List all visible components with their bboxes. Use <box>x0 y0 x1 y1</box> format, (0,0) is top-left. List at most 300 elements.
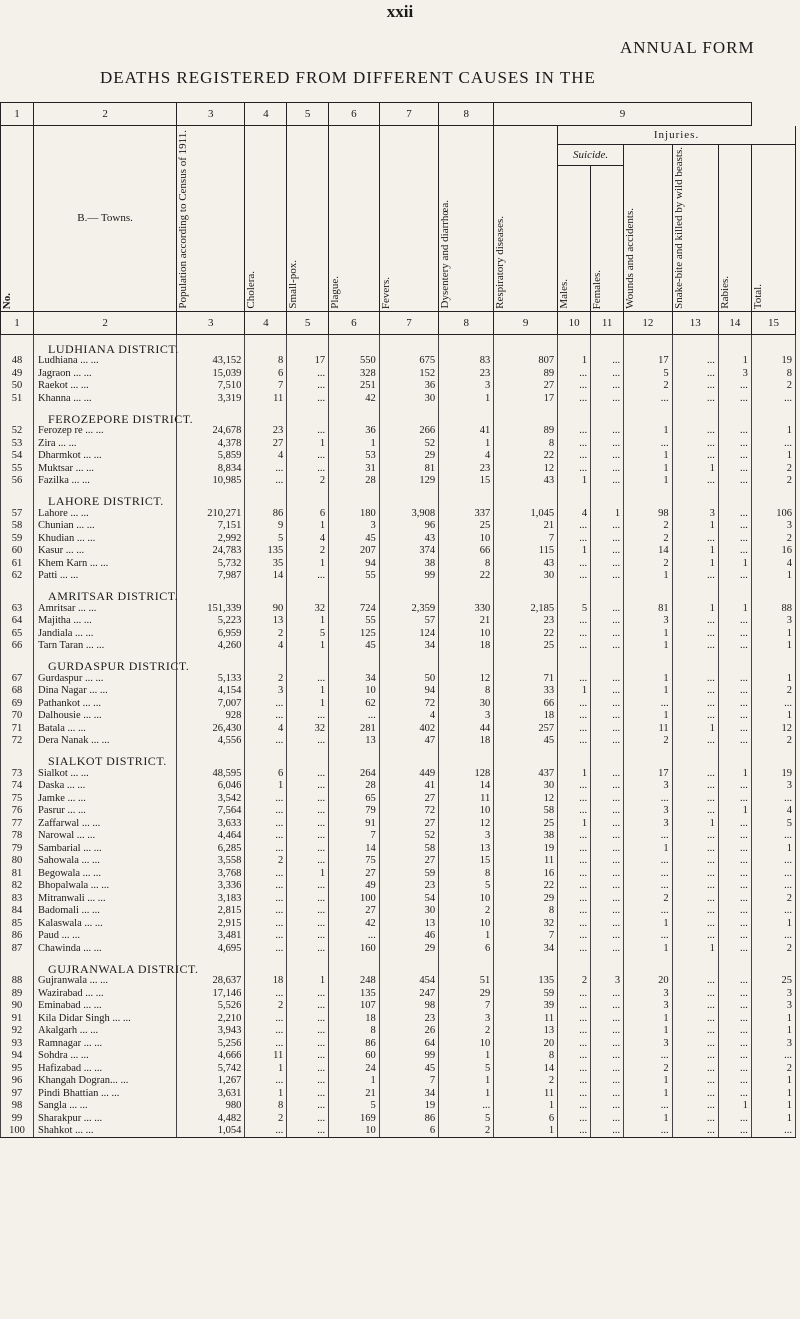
cell-value: ... <box>718 1075 751 1088</box>
town-name: Ferozep re ... ... <box>34 425 177 438</box>
cell-value: 5 <box>558 602 591 615</box>
cell-value: 8 <box>439 685 494 698</box>
cell-value: ... <box>718 1087 751 1100</box>
cell-value: 3 <box>672 507 718 520</box>
cell-value: 724 <box>329 602 380 615</box>
cell-value: 13 <box>494 1025 558 1038</box>
cell-value: ... <box>718 722 751 735</box>
town-name: Lahore ... ... <box>34 507 177 520</box>
cell-value: 86 <box>245 507 287 520</box>
district-spacer <box>379 747 438 767</box>
cell-value: ... <box>558 735 591 748</box>
cell-value: 13 <box>329 735 380 748</box>
cell-value: ... <box>591 1087 624 1100</box>
cell-value: ... <box>558 532 591 545</box>
cell-value: 1 <box>245 1062 287 1075</box>
cell-value: 1 <box>672 545 718 558</box>
district-spacer <box>751 405 795 425</box>
cell-value: ... <box>287 1087 329 1100</box>
town-name: Khem Karn ... ... <box>34 557 177 570</box>
cell-value: ... <box>591 942 624 955</box>
row-number: 71 <box>1 722 34 735</box>
district-spacer <box>439 582 494 602</box>
cell-value: 2 <box>245 855 287 868</box>
cell-value: 11 <box>494 1012 558 1025</box>
cell-value: 1,054 <box>177 1125 245 1138</box>
row-number: 77 <box>1 817 34 830</box>
district-spacer <box>672 334 718 355</box>
cell-value: ... <box>287 1037 329 1050</box>
cell-value: 26,430 <box>177 722 245 735</box>
cell-value: 11 <box>494 855 558 868</box>
district-spacer <box>379 652 438 672</box>
district-spacer <box>718 487 751 507</box>
town-row <box>1 780 796 793</box>
row-number: 80 <box>1 855 34 868</box>
cell-value: 1 <box>624 710 672 723</box>
town-row <box>1 640 796 653</box>
cell-value: 7,510 <box>177 380 245 393</box>
cell-value: 16 <box>494 867 558 880</box>
column-number: 11 <box>591 311 624 334</box>
cell-value: 19 <box>751 767 795 780</box>
cell-value: 2 <box>751 685 795 698</box>
cell-value: ... <box>672 905 718 918</box>
cell-value: ... <box>558 380 591 393</box>
town-row <box>1 627 796 640</box>
cell-value: ... <box>558 425 591 438</box>
top-column-number: 1 <box>1 103 34 126</box>
cell-value: 2 <box>624 892 672 905</box>
row-number: 75 <box>1 792 34 805</box>
cell-value: ... <box>245 830 287 843</box>
cell-value: ... <box>591 780 624 793</box>
cell-value: ... <box>245 1075 287 1088</box>
header-towns-label: B.— Towns. <box>77 212 133 225</box>
town-row <box>1 855 796 868</box>
cell-value: 23 <box>439 367 494 380</box>
cell-value: ... <box>751 905 795 918</box>
cell-value: ... <box>245 735 287 748</box>
cell-value: ... <box>718 855 751 868</box>
cell-value: 22 <box>494 627 558 640</box>
cell-value: ... <box>245 710 287 723</box>
cell-value: ... <box>591 817 624 830</box>
cell-value: ... <box>287 767 329 780</box>
cell-value: ... <box>672 640 718 653</box>
column-number-row <box>1 103 796 126</box>
town-name: Kalaswala ... ... <box>34 917 177 930</box>
cell-value: 4,482 <box>177 1112 245 1125</box>
cell-value: 4 <box>439 450 494 463</box>
cell-value: 18 <box>494 710 558 723</box>
cell-value: 135 <box>329 987 380 1000</box>
district-spacer <box>751 955 795 975</box>
cell-value: 1 <box>718 557 751 570</box>
top-column-number: 4 <box>245 103 287 126</box>
district-spacer <box>624 955 672 975</box>
cell-value: 3 <box>439 380 494 393</box>
town-name: Jamke ... ... <box>34 792 177 805</box>
cell-value: 3,943 <box>177 1025 245 1038</box>
cell-value: ... <box>672 392 718 405</box>
row-number: 89 <box>1 987 34 1000</box>
row-number: 74 <box>1 780 34 793</box>
town-name: Sialkot ... ... <box>34 767 177 780</box>
town-row <box>1 1062 796 1075</box>
district-spacer <box>718 334 751 355</box>
cell-value: 1 <box>624 1112 672 1125</box>
cell-value: ... <box>718 507 751 520</box>
cell-value: 1 <box>558 685 591 698</box>
district-spacer <box>379 955 438 975</box>
district-spacer <box>439 405 494 425</box>
district-spacer <box>245 652 287 672</box>
cell-value: 1 <box>751 917 795 930</box>
cell-value: ... <box>751 1050 795 1063</box>
cell-value: 3 <box>751 987 795 1000</box>
cell-value: ... <box>672 1050 718 1063</box>
cell-value: ... <box>718 615 751 628</box>
cell-value: 1 <box>718 602 751 615</box>
cell-value: 1 <box>624 842 672 855</box>
cell-value: ... <box>591 867 624 880</box>
cell-value: 1 <box>287 685 329 698</box>
cell-value: ... <box>245 697 287 710</box>
district-spacer <box>591 334 624 355</box>
cell-value: 30 <box>379 392 438 405</box>
cell-value: 11 <box>439 792 494 805</box>
row-number: 66 <box>1 640 34 653</box>
top-column-number: 8 <box>439 103 494 126</box>
cell-value: 1 <box>751 710 795 723</box>
cell-value: 2 <box>624 380 672 393</box>
cell-value: 449 <box>379 767 438 780</box>
cell-value: ... <box>718 817 751 830</box>
cell-value: ... <box>718 842 751 855</box>
cell-value: 1 <box>287 975 329 988</box>
cell-value: 29 <box>379 450 438 463</box>
cell-value: 22 <box>494 880 558 893</box>
cell-value: ... <box>558 892 591 905</box>
cell-value: 1,045 <box>494 507 558 520</box>
cell-value: 1 <box>329 437 380 450</box>
cell-value: 7 <box>245 380 287 393</box>
district-spacer <box>177 334 245 355</box>
cell-value: 264 <box>329 767 380 780</box>
cell-value: 3 <box>245 685 287 698</box>
cell-value: 1 <box>624 627 672 640</box>
district-spacer <box>751 747 795 767</box>
cell-value: ... <box>718 942 751 955</box>
cell-value: ... <box>718 917 751 930</box>
cell-value: ... <box>591 520 624 533</box>
cell-value: 10,985 <box>177 475 245 488</box>
cell-value: ... <box>672 930 718 943</box>
cell-value: 2 <box>439 1025 494 1038</box>
cell-value: ... <box>624 437 672 450</box>
district-spacer <box>177 747 245 767</box>
district-spacer <box>494 955 558 975</box>
row-number: 97 <box>1 1087 34 1100</box>
cell-value: ... <box>672 697 718 710</box>
row-number: 82 <box>1 880 34 893</box>
cell-value: 66 <box>494 697 558 710</box>
cell-value: ... <box>751 880 795 893</box>
header-respiratory <box>494 126 558 312</box>
district-spacer <box>439 747 494 767</box>
district-spacer <box>439 955 494 975</box>
page-number: xxii <box>386 2 414 21</box>
cell-value: ... <box>558 437 591 450</box>
district-spacer <box>718 955 751 975</box>
top-column-number: 2 <box>34 103 177 126</box>
cell-value: ... <box>558 1012 591 1025</box>
town-name: Khangah Dogran... ... <box>34 1075 177 1088</box>
cell-value: 55 <box>329 615 380 628</box>
cell-value: 3,631 <box>177 1087 245 1100</box>
cell-value: ... <box>591 367 624 380</box>
cell-value: ... <box>558 392 591 405</box>
cell-value: ... <box>672 380 718 393</box>
cell-value: ... <box>672 1125 718 1138</box>
cell-value: 169 <box>329 1112 380 1125</box>
cell-value: 4,695 <box>177 942 245 955</box>
cell-value: 151,339 <box>177 602 245 615</box>
cell-value: ... <box>287 842 329 855</box>
cell-value: 6,046 <box>177 780 245 793</box>
cell-value: 23 <box>494 615 558 628</box>
district-title: AMRITSAR DISTRICT. <box>34 582 177 602</box>
cell-value: 55 <box>329 570 380 583</box>
row-number: 85 <box>1 917 34 930</box>
cell-value: 24,783 <box>177 545 245 558</box>
cell-value: 32 <box>494 917 558 930</box>
cell-value: 1 <box>672 462 718 475</box>
town-name: Patti ... ... <box>34 570 177 583</box>
cell-value: ... <box>287 1062 329 1075</box>
cell-value: 1 <box>624 1087 672 1100</box>
town-name: Chunian ... ... <box>34 520 177 533</box>
cell-value: 11 <box>245 392 287 405</box>
row-number: 52 <box>1 425 34 438</box>
cell-value: 36 <box>329 425 380 438</box>
cell-value: ... <box>751 437 795 450</box>
cell-value: 88 <box>751 602 795 615</box>
town-name: Khanna ... ... <box>34 392 177 405</box>
cell-value: ... <box>718 462 751 475</box>
cell-value: 1 <box>624 462 672 475</box>
cell-value: ... <box>591 917 624 930</box>
town-name: Pathankot ... ... <box>34 697 177 710</box>
cell-value: 207 <box>329 545 380 558</box>
cell-value: 7 <box>494 930 558 943</box>
district-heading-row <box>1 334 796 355</box>
row-number: 94 <box>1 1050 34 1063</box>
cell-value: ... <box>591 905 624 918</box>
cell-value: 1 <box>287 437 329 450</box>
cell-value: ... <box>245 842 287 855</box>
cell-value: 12 <box>494 792 558 805</box>
cell-value: 115 <box>494 545 558 558</box>
cell-value: 29 <box>379 942 438 955</box>
cell-value: ... <box>245 792 287 805</box>
cell-value: 2 <box>287 475 329 488</box>
cell-value: 2 <box>751 1062 795 1075</box>
cell-value: ... <box>287 735 329 748</box>
district-spacer <box>245 747 287 767</box>
main-title: DEATHS REGISTERED FROM DIFFERENT CAUSES IN THE <box>100 68 596 87</box>
cell-value: 21 <box>329 1087 380 1100</box>
district-spacer <box>672 487 718 507</box>
cell-value: ... <box>672 672 718 685</box>
cell-value: ... <box>672 1062 718 1075</box>
cell-value: 49 <box>329 880 380 893</box>
district-spacer <box>718 652 751 672</box>
district-spacer <box>494 405 558 425</box>
cell-value: 1 <box>672 942 718 955</box>
cell-value: ... <box>287 817 329 830</box>
cell-value: 4,154 <box>177 685 245 698</box>
district-spacer <box>624 747 672 767</box>
cell-value: 3 <box>591 975 624 988</box>
cell-value: 4 <box>751 805 795 818</box>
cell-value: 3 <box>751 780 795 793</box>
cell-value: 6 <box>494 1112 558 1125</box>
cell-value: ... <box>558 1062 591 1075</box>
header-towns <box>34 126 177 312</box>
cell-value: ... <box>287 1050 329 1063</box>
cell-value: 251 <box>329 380 380 393</box>
cell-value: 15,039 <box>177 367 245 380</box>
cell-value: ... <box>624 830 672 843</box>
cell-value: 4,464 <box>177 830 245 843</box>
cell-value: ... <box>672 615 718 628</box>
cell-value: ... <box>591 1075 624 1088</box>
row-number: 65 <box>1 627 34 640</box>
header-females-label: Females. <box>591 269 604 309</box>
cell-value: 1 <box>624 475 672 488</box>
cell-value: ... <box>287 780 329 793</box>
cell-value: 57 <box>379 615 438 628</box>
cell-value: ... <box>558 830 591 843</box>
cell-value: 3 <box>624 615 672 628</box>
district-spacer <box>379 487 438 507</box>
cell-value: 19 <box>751 355 795 368</box>
cell-value: 43 <box>494 557 558 570</box>
cell-value: 124 <box>379 627 438 640</box>
cell-value: 81 <box>379 462 438 475</box>
cell-value: 1 <box>624 685 672 698</box>
town-row <box>1 557 796 570</box>
column-number: 2 <box>34 311 177 334</box>
district-spacer <box>591 405 624 425</box>
cell-value: ... <box>624 392 672 405</box>
header-total-label: Total. <box>751 283 764 309</box>
cell-value: 27 <box>329 867 380 880</box>
town-row <box>1 1050 796 1063</box>
cell-value: 53 <box>329 450 380 463</box>
town-row <box>1 830 796 843</box>
cell-value: 2 <box>751 892 795 905</box>
cell-value: 2 <box>439 905 494 918</box>
town-name: Tarn Taran ... ... <box>34 640 177 653</box>
cell-value: ... <box>718 1012 751 1025</box>
cell-value: ... <box>624 855 672 868</box>
cell-value: 8 <box>494 1050 558 1063</box>
cell-value: ... <box>751 867 795 880</box>
district-spacer <box>287 747 329 767</box>
town-row <box>1 880 796 893</box>
cell-value: ... <box>245 1025 287 1038</box>
cell-value: ... <box>624 1050 672 1063</box>
cell-value: 10 <box>439 917 494 930</box>
cell-value: ... <box>558 780 591 793</box>
cell-value: 129 <box>379 475 438 488</box>
cell-value: 25 <box>751 975 795 988</box>
district-spacer <box>245 487 287 507</box>
cell-value: 24,678 <box>177 425 245 438</box>
cell-value: 807 <box>494 355 558 368</box>
cell-value: ... <box>591 685 624 698</box>
cell-value: 26 <box>379 1025 438 1038</box>
district-spacer <box>329 955 380 975</box>
cell-value: 1 <box>751 1012 795 1025</box>
town-name: Jandiala ... ... <box>34 627 177 640</box>
cell-value: 17 <box>624 767 672 780</box>
cell-value: 17 <box>494 392 558 405</box>
district-heading-row <box>1 747 796 767</box>
cell-value: 12 <box>439 817 494 830</box>
cell-value: 10 <box>439 532 494 545</box>
cell-value: 3 <box>439 1012 494 1025</box>
cell-value: 45 <box>494 735 558 748</box>
town-name: Dina Nagar ... ... <box>34 685 177 698</box>
cell-value: ... <box>672 975 718 988</box>
cell-value: 75 <box>329 855 380 868</box>
cell-value: 4 <box>287 532 329 545</box>
cell-value: 28 <box>329 475 380 488</box>
cell-value: 58 <box>379 842 438 855</box>
cell-value: 18 <box>439 640 494 653</box>
district-spacer <box>494 652 558 672</box>
town-row <box>1 905 796 918</box>
cell-value: ... <box>591 880 624 893</box>
cell-value: 1 <box>439 1050 494 1063</box>
cell-value: 29 <box>494 892 558 905</box>
cell-value: ... <box>287 917 329 930</box>
cell-value: 6 <box>245 767 287 780</box>
cell-value: ... <box>591 450 624 463</box>
row-number: 67 <box>1 672 34 685</box>
cell-value: 2 <box>624 1062 672 1075</box>
district-spacer <box>439 487 494 507</box>
cell-value: ... <box>245 942 287 955</box>
cell-value: ... <box>558 520 591 533</box>
town-row <box>1 545 796 558</box>
district-spacer <box>558 747 591 767</box>
row-number: 48 <box>1 355 34 368</box>
column-number: 14 <box>718 311 751 334</box>
cell-value: ... <box>558 710 591 723</box>
cell-value: ... <box>718 532 751 545</box>
cell-value: 1 <box>718 1100 751 1113</box>
cell-value: 374 <box>379 545 438 558</box>
cell-value: ... <box>287 462 329 475</box>
district-spacer <box>751 582 795 602</box>
header-no-label: No. <box>1 292 13 309</box>
row-number: 95 <box>1 1062 34 1075</box>
